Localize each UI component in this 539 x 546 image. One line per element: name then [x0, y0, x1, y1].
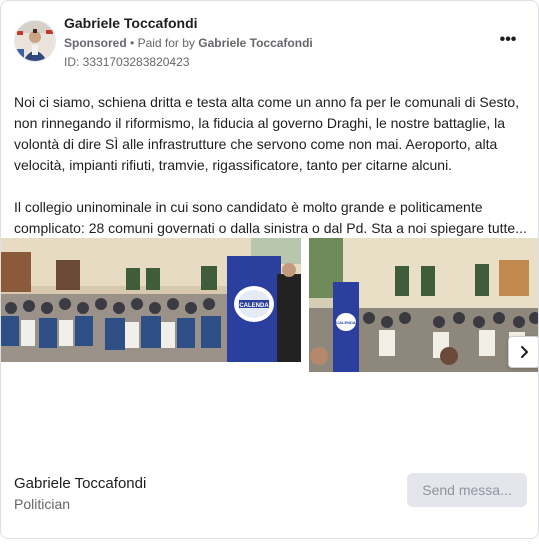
carousel-slide-2[interactable]: [309, 238, 539, 372]
ad-body-text: [14, 92, 530, 239]
slide-1-photo: [1, 238, 301, 362]
page-name[interactable]: Gabriele Toccafondi: [64, 15, 198, 31]
body-paragraph-1: Noi ci siamo, schiena dritta e testa alta come un anno fa per le comunali di Sesto, non rinnegando il riformismo, la fiducia al governo Draghi, le nostre battaglie, la volontà di dire SÌ alle infrastrutture che servono come non mai. Aeroporto, alta velocità, impianti rifiuti, tramvie, rigassificatore, tanto per citarne alcuni.: [14, 94, 520, 173]
footer-page-category: Politician: [14, 496, 71, 512]
slide-2-photo: [309, 238, 539, 372]
more-options-icon: •••: [499, 31, 517, 48]
separator-dot: •: [130, 36, 135, 50]
body-paragraph-2-line-1: Il collegio uninominale in cui sono candidato è molto grande e politicamente: [14, 199, 483, 215]
carousel-slide-1[interactable]: [1, 238, 301, 362]
sponsored-line: [64, 36, 313, 50]
payer-name[interactable]: Gabriele Toccafondi: [198, 36, 313, 50]
body-paragraph-2-line-2[interactable]: complicato: 28 comuni governati o dalla sinistra o dal Pd. Sta a noi spiegare tutte...: [14, 220, 527, 236]
send-message-button[interactable]: Send messa...: [407, 473, 527, 507]
more-options-button[interactable]: [495, 29, 521, 53]
slide-1-banner-text: CALENDA: [239, 303, 269, 309]
image-carousel[interactable]: [1, 238, 539, 372]
body-paragraph-2: [14, 197, 530, 239]
ad-id: ID: 3331703283820423: [64, 55, 190, 69]
page-avatar[interactable]: [14, 20, 56, 62]
sponsored-label: Sponsored: [64, 36, 127, 50]
carousel-next-button[interactable]: [508, 336, 539, 368]
avatar-photo: [15, 21, 55, 61]
footer-page-name[interactable]: Gabriele Toccafondi: [14, 475, 147, 492]
slide-2-banner-text: CALENDA: [336, 320, 356, 325]
paid-for-label: Paid for by: [137, 36, 195, 50]
chevron-right-icon: [517, 345, 531, 359]
